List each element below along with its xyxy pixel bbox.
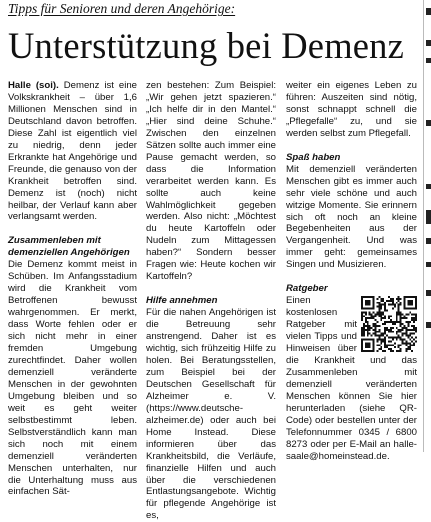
paragraph-beispiele: zen bestehen: Zum Beispiel: „Wir gehen jetzt spazieren.“ „Ich helfe dir in den Mantel.“ „Hier sind deine Schuhe.“ Zwischen den einzelnen Sätzen sollte auch immer eine Pause gemacht werden, so dass die Information verarbeitet werden kann. Es sollte auch keine Wahlmöglichkeit gegeben werden. Also nicht: „Möchtest du heute Kartoffeln oder Nudeln zum Mittagessen haben?“ Sondern besser Fragen wie: Heute kochen wir Kartoffeln? xyxy=(146,80,276,283)
subheading-zusammenleben: Zusammenleben mit demenziellen Angehörigen xyxy=(8,235,130,259)
article-column-1 xyxy=(8,80,137,498)
subheading-spass: Spaß haben xyxy=(286,151,341,163)
paragraph-zusammenleben: Die Demenz kommt meist in Schüben. Im Anfangsstadium wird die Krankheit vom Betroffenen bewusst wahrgenommen. Er merkt, dass Worte fehlen oder er sich nicht mehr in einer fremden Umgebung zurechtfindet. Daher wollen demenziell veränderte Menschen in der gewohnten Umgebung bleiben und so weit es geht weiter selbstbestimmt leben. Selbstverständlich kann man sich noch mit einem demenziell veränderten Menschen unterhalten, nur die Unterhaltung muss aus einfachen Sät- xyxy=(8,259,137,498)
article-headline: Unterstützung bei Demenz xyxy=(8,25,405,66)
subheading-ratgeber: Ratgeber xyxy=(286,283,328,295)
subheading-hilfe: Hilfe annehmen xyxy=(146,295,218,307)
byline: Halle (soi). xyxy=(8,80,59,91)
intro-paragraph xyxy=(8,80,137,223)
adjacent-page-edge xyxy=(426,0,431,452)
paragraph-eigenes-leben: weiter ein eigenes Leben zu führen: Auszeiten sind nötig, sonst schnappt schnell die „Pflegefalle“ zu, und sie werden selbst zum Pflegefall. xyxy=(286,80,417,139)
paragraph-ratgeber: Einen kostenlosen Ratgeber mit vielen Tipps und Hinweisen über die Krankheit und das Zusammenleben mit demenziell veränderten Menschen können Sie hier herunterladen (siehe QR-Code) oder bestellen unter der Telefonnummer 0345 / 6800 8273 oder per E-Mail an halle-saale@homeinstead.de. xyxy=(286,295,417,462)
qr-code-icon[interactable] xyxy=(361,296,417,352)
paragraph-hilfe: Für die nahen Angehörigen ist die Betreuung sehr anstrengend. Daher ist es wichtig, sich frühzeitig Hilfe zu holen. Bei Beratungsstellen, zum Beispiel bei der Deutschen Gesellschaft für Alzheimer e. V. (https://www.deutsche-alzheimer.de) oder auch bei Home Instead. Diese informieren über das Krankheitsbild, die Verläufe, finanzielle Hilfen und auch über die verschiedenen Entlastungsangebote. Wichtig für pflegende Angehörige ist es, xyxy=(146,307,276,522)
article-kicker: Tipps für Senioren und deren Angehörige: xyxy=(8,1,236,16)
intro-text: Demenz ist eine Volkskrankheit – über 1,6 Millionen Menschen sind in Deutschland davon betroffen. Diese Zahl ist eigentlich viel zu niedrig, denn jeder Erkrankte hat Angehörige und Freunde, die genauso von der Krankheit betroffen sind. Demenz ist (noch) nicht heilbar, der Verlauf kann aber verlangsamt werden. xyxy=(8,80,137,223)
article-column-2 xyxy=(146,80,276,522)
paragraph-spass: Mit demenziell veränderten Menschen gibt es immer auch sehr viele schöne und auch witzige Momente. Sie erinnern sich oft noch an kleine Begebenheiten aus der Vergangenheit. Und was immer geht: gemeinsames Singen und Musizieren. xyxy=(286,163,417,271)
column-divider xyxy=(423,0,424,452)
article-column-3 xyxy=(286,80,417,463)
